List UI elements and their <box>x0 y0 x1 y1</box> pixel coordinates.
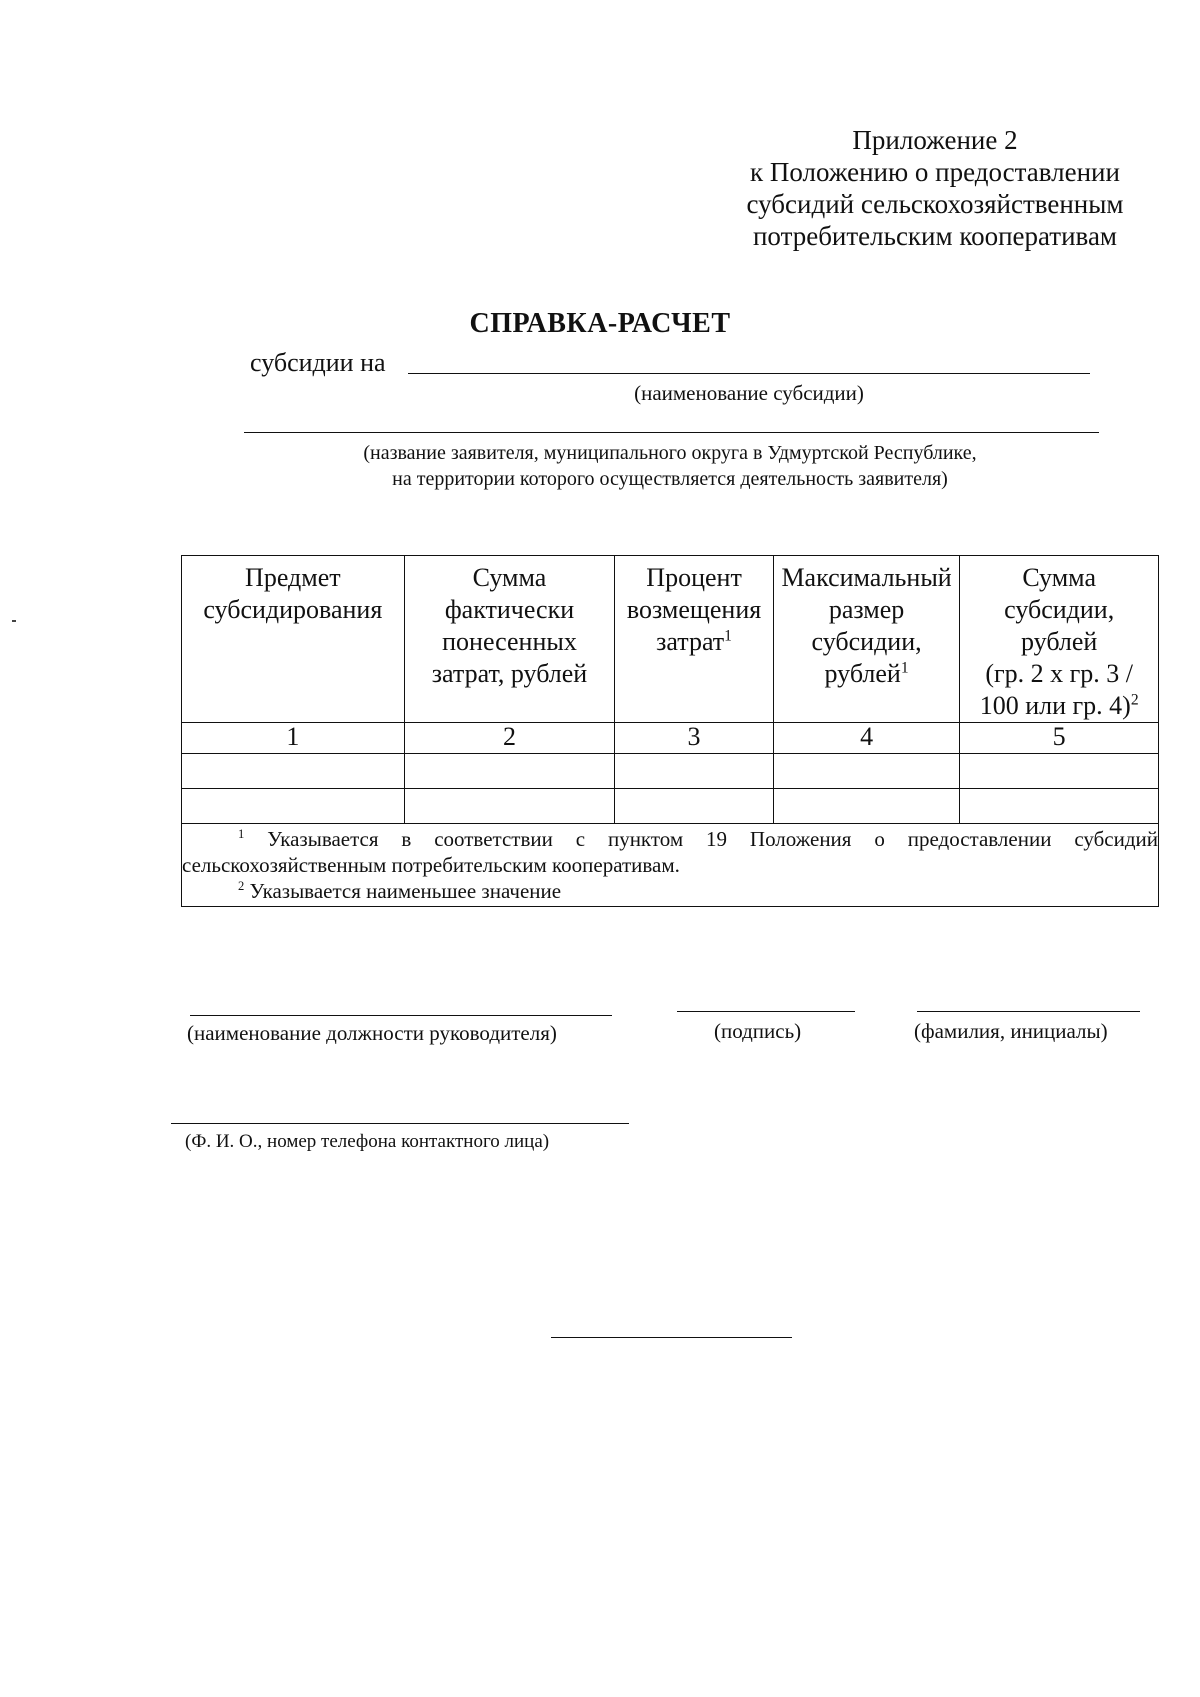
table-cell[interactable] <box>960 789 1159 824</box>
appendix-line-2: к Положению о предоставлении <box>750 157 1120 187</box>
table-cell[interactable] <box>404 789 615 824</box>
signature-line <box>677 1011 855 1012</box>
footnote-ref: 1 <box>724 627 732 645</box>
appendix-line-1: Приложение 2 <box>852 125 1018 155</box>
column-number: 4 <box>773 723 960 754</box>
margin-mark <box>12 620 16 622</box>
table-cell[interactable] <box>773 789 960 824</box>
footnote-ref: 1 <box>900 659 909 677</box>
appendix-header <box>720 124 1150 252</box>
footnote-ref: 2 <box>1130 691 1139 709</box>
header-actual-costs: Сумма фактически понесенных затрат, рублей <box>404 556 615 723</box>
table-cell[interactable] <box>404 754 615 789</box>
appendix-line-4: потребительским кооперативам <box>752 221 1118 251</box>
name-line <box>917 1011 1140 1012</box>
table-row <box>182 789 1159 824</box>
subsidy-label: субсидии на <box>250 348 386 377</box>
applicant-caption-line-1: (название заявителя, муниципального округа в Удмуртской Республике, <box>363 442 977 464</box>
footnote-2: $^2$ Указывается наименьшее значение <box>238 879 562 903</box>
calculation-table <box>181 555 1159 907</box>
contact-caption: (Ф. И. О., номер телефона контактного лица) <box>185 1131 550 1152</box>
footnote-1: $^1$ Указывается в соответствии с пунктом 19 Положения о предоставлении субсидий сельскохозяйственным потребительским кооперативам. <box>182 827 1158 877</box>
applicant-caption <box>200 440 1140 492</box>
column-number: 5 <box>960 723 1159 754</box>
table-cell[interactable] <box>773 754 960 789</box>
signature-caption: (подпись) <box>714 1019 802 1043</box>
applicant-caption-line-2: на территории которого осуществляется деятельность заявителя) <box>392 468 948 490</box>
column-number: 3 <box>615 723 773 754</box>
subsidy-name-caption: (наименование субсидии) <box>634 381 864 405</box>
position-caption: (наименование должности руководителя) <box>187 1021 557 1045</box>
position-line <box>190 1015 612 1016</box>
header-subject: Предмет субсидирования <box>182 556 405 723</box>
name-caption: (фамилия, инициалы) <box>914 1019 1108 1043</box>
document-title: СПРАВКА-РАСЧЕТ <box>469 308 731 339</box>
column-number: 1 <box>182 723 405 754</box>
footnotes-row <box>182 824 1159 907</box>
header-reimbursement-percent: Процент возмещения затрат$^1$ <box>615 556 773 723</box>
subsidy-name-line <box>408 373 1090 374</box>
table-cell[interactable] <box>615 754 773 789</box>
contact-line <box>171 1123 629 1124</box>
table-header-row <box>182 556 1159 723</box>
closing-separator <box>551 1337 792 1338</box>
header-subsidy-amount: Сумма субсидии, рублей (гр. 2 х гр. 3 / 100 или гр. 4)$^2$ <box>960 556 1159 723</box>
column-number: 2 <box>404 723 615 754</box>
table-cell[interactable] <box>615 789 773 824</box>
table-cell[interactable] <box>182 754 405 789</box>
appendix-line-3: субсидий сельскохозяйственным <box>746 189 1124 219</box>
table-cell[interactable] <box>960 754 1159 789</box>
footnotes-cell <box>182 824 1159 907</box>
applicant-name-line <box>244 432 1099 433</box>
table-row <box>182 754 1159 789</box>
header-max-subsidy: Максимальный размер субсидии, рублей$^1$ <box>773 556 960 723</box>
column-number-row <box>182 723 1159 754</box>
table-cell[interactable] <box>182 789 405 824</box>
